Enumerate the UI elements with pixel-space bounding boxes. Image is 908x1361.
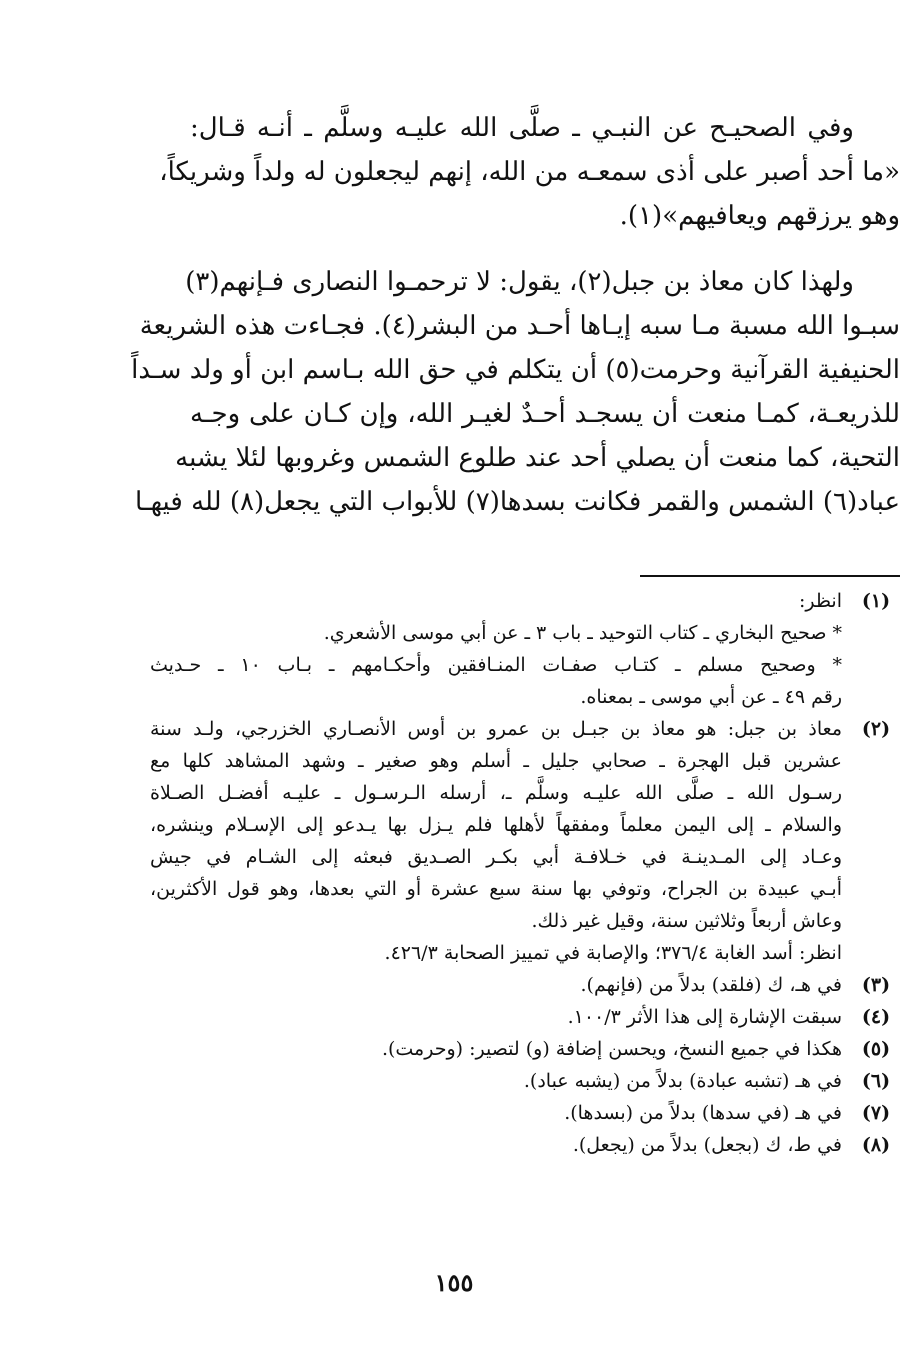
footnote-line: في ط، ك (بجعل) بدلاً من (يجعل). [572,1134,842,1156]
text-line: سبـوا الله مسبة مـا سبه إيـاها أحـد من البشر(٤). فجـاءت هذه الشريعة [139,311,900,341]
footnote-line: وعاش أربعاً وثلاثين سنة، وقيل غير ذلك. [531,910,842,932]
footnote-number: (٤) [861,1006,891,1028]
footnote-line: في هـ (تشبه عبادة) بدلاً من (يشبه عباد). [523,1070,842,1092]
text-line: التحية، كما منعت أن يصلي أحد عند طلوع الشمس وغروبها لئلا يشبه [175,443,900,473]
footnote-6 [150,1065,900,1097]
footnote-line: في هـ، ك (فلقد) بدلاً من (فإنهم). [580,974,842,996]
footnote-7 [150,1097,900,1129]
footnote-2 [150,713,900,969]
text-line: «ما أحد أصبر على أذى سمعـه من الله، إنهم ليجعلون له ولداً وشريكاً، [159,157,900,187]
text-line: عباد(٦) الشمس والقمر فكانت بسدها(٧) للأبواب التي يجعل(٨) لله فيهـا [135,487,900,517]
footnote-line: وعـاد إلى المـدينـة في خـلافـة أبي بكـر الصـديق فبعثه إلى الشـام في جيش [150,846,842,868]
footnote-number: (٢) [861,718,891,740]
text-line: للذريعـة، كمـا منعت أن يسجـد أحـدٌ لغيـر الله، وإن كـان على وجـه [190,399,900,429]
paragraph-1 [159,106,900,238]
footnote-line: انظر: أسد الغابة ٣٧٦/٤؛ والإصابة في تمييز الصحابة ٤٢٦/٣. [384,942,842,964]
footnote-number: (٣) [861,974,891,996]
footnote-number: (٨) [861,1134,891,1156]
footnote-line: هكذا في جميع النسخ، ويحسن إضافة (و) لتصير: (وحرمت). [381,1038,842,1060]
footnote-4 [150,1001,900,1033]
footnote-line: رسـول الله ـ صلَّى الله عليـه وسلَّم ـ، أرسله الـرسـول ـ عليـه أفضـل الصـلاة [150,782,842,804]
footnote-3 [150,969,900,1001]
text-line: ولهذا كان معاذ بن جبل(٢)، يقول: لا ترحمـوا النصارى فـإنهم(٣) [185,267,854,297]
footnote-number: (٥) [861,1038,891,1060]
footnote-8 [150,1129,900,1161]
footnote-line: انظر: [798,590,842,612]
text-line: الحنيفية القرآنية وحرمت(٥) أن يتكلم في حق الله بـاسم ابن أو ولد سـداً [131,355,900,385]
footnote-line: رقم ٤٩ ـ عن أبي موسى ـ بمعناه. [580,686,842,708]
footnote-line: عشرين قبل الهجرة ـ صحابي جليل ـ أسلم وهو صغير ـ وشهد المشاهد كلها مع [150,750,842,772]
footnote-line: سبقت الإشارة إلى هذا الأثر ١٠٠/٣. [567,1006,842,1028]
footnote-number: (٧) [861,1102,891,1124]
footnote-line: معاذ بن جبل: هو معاذ بن جبـل بن عمرو بن أوس الأنصـاري الخزرجي، ولـد سنة [150,718,842,740]
footnotes [150,585,900,1161]
page-number: ١٥٥ [434,1268,474,1297]
footnote-line: أبـي عبيدة بن الجراح، وتوفي بها سنة سبع عشرة أو التي بعدها، وهو قول الأكثرين، [150,878,842,900]
footnote-5 [150,1033,900,1065]
footnote-line: * صحيح البخاري ـ كتاب التوحيد ـ باب ٣ ـ عن أبي موسى الأشعري. [323,622,842,644]
footnote-1 [150,585,900,713]
footnote-number: (٦) [861,1070,891,1092]
text-line: وهو يرزقهم ويعافيهم»(١). [619,201,900,231]
footnote-line: والسلام ـ إلى اليمن معلماً ومفقهاً لأهلها فلم يـزل بها يـدعو إلى الإسـلام وينشره، [150,814,842,836]
paragraph-2 [131,260,900,524]
text-line: وفي الصحيـح عن النبـي ـ صلَّى الله عليـه وسلَّم ـ أنـه قـال: [190,113,854,143]
footnote-line: في هـ (في سدها) بدلاً من (بسدها). [564,1102,842,1124]
footnote-separator [640,575,900,577]
footnote-line: * وصحيح مسلم ـ كتـاب صفـات المنـافقين وأحكـامهم ـ بـاب ١٠ ـ حـديث [150,654,843,676]
footnote-number: (١) [861,590,891,612]
